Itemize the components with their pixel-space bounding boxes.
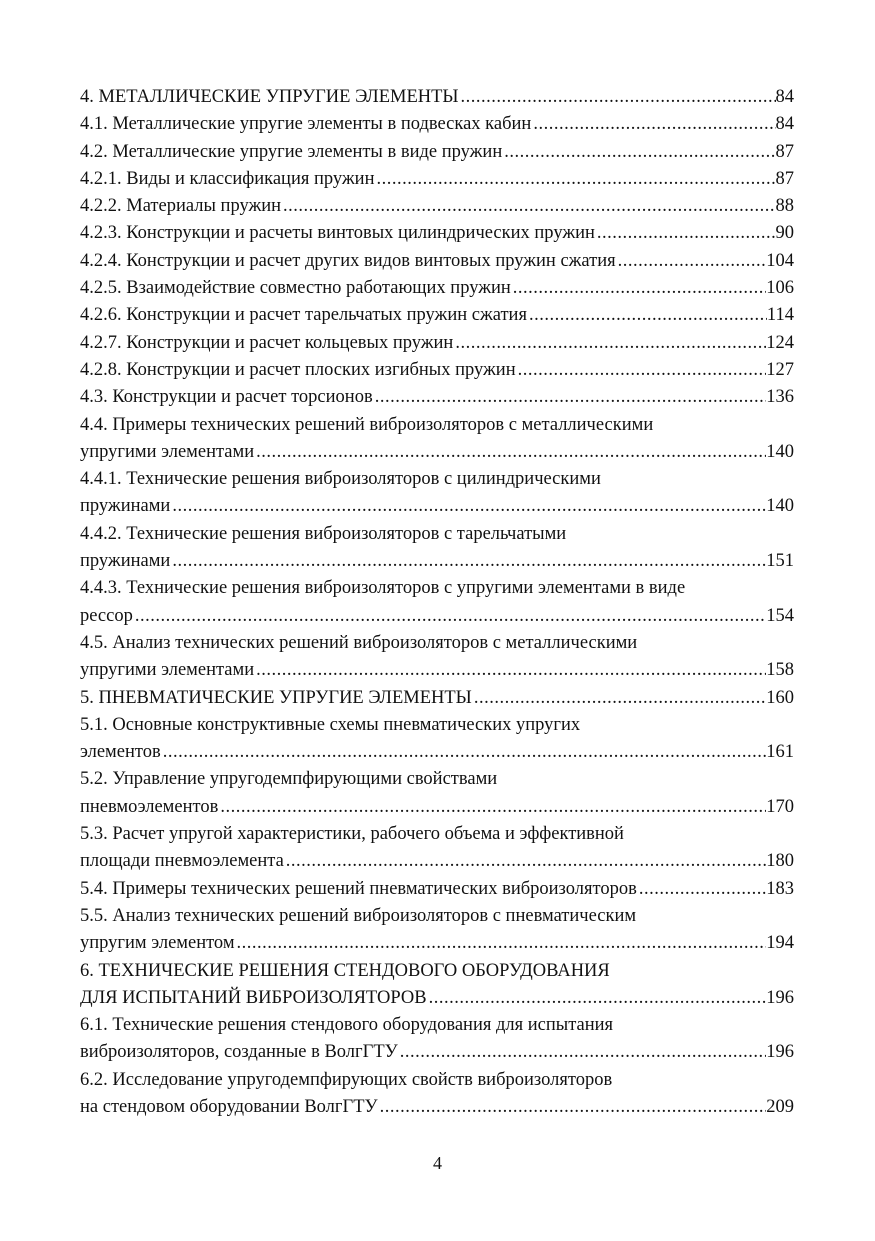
toc-entry-line — [80, 412, 794, 439]
toc-entry-title: упругими элементами — [80, 660, 255, 681]
toc-entry — [80, 111, 794, 138]
toc-entry — [80, 248, 794, 275]
toc-entry-title: 4.2.8. Конструкции и расчет плоских изгибных пружин — [80, 359, 516, 380]
toc-entry — [80, 139, 794, 166]
toc-entry-title: 4.1. Металлические упругие элементы в подвесках кабин — [80, 114, 532, 135]
dot-leader — [235, 930, 767, 957]
toc-entry — [80, 575, 794, 630]
toc-entry-line — [80, 958, 794, 985]
toc-entry-title: виброизоляторов, созданные в ВолгГТУ — [80, 1042, 398, 1063]
toc-entry-title: на стендовом оборудовании ВолгГТУ — [80, 1096, 378, 1117]
toc-entry — [80, 357, 794, 384]
toc-entry-line — [80, 1067, 794, 1094]
toc-entry-title: рессор — [80, 605, 133, 626]
toc-entry — [80, 1067, 794, 1122]
toc-entry — [80, 412, 794, 467]
toc-entry-line — [80, 166, 794, 193]
toc-page-number: 196 — [766, 987, 794, 1008]
toc-entry-line — [80, 630, 794, 657]
toc-entry-title: 5.2. Управление упругодемпфирующими свойствами — [80, 769, 498, 790]
dot-leader — [254, 657, 766, 684]
toc-entry — [80, 275, 794, 302]
dot-leader — [595, 220, 776, 247]
toc-page-number: 124 — [766, 332, 794, 353]
toc-page-number: 136 — [766, 387, 794, 408]
toc-entry-title: 4.4.2. Технические решения виброизоляторов с тарельчатыми — [80, 523, 567, 544]
toc-entry-line — [80, 985, 794, 1012]
dot-leader — [254, 439, 766, 466]
dot-leader — [472, 685, 766, 712]
toc-entry-title: площади пневмоэлемента — [80, 851, 284, 872]
toc-entry-title: 6.1. Технические решения стендового оборудования для испытания — [80, 1015, 614, 1036]
toc-entry — [80, 766, 794, 821]
toc-entry-line — [80, 139, 794, 166]
toc-page-number: 90 — [775, 223, 794, 244]
dot-leader — [161, 739, 767, 766]
toc-entry — [80, 166, 794, 193]
toc-page-number: 106 — [766, 278, 794, 299]
dot-leader — [453, 330, 766, 357]
toc-entry-line — [80, 439, 794, 466]
toc-entry-title: 4.2.7. Конструкции и расчет кольцевых пружин — [80, 332, 454, 353]
toc-entry — [80, 521, 794, 576]
toc-entry-line — [80, 521, 794, 548]
toc-entry-line — [80, 466, 794, 493]
toc-entry-title: 5. ПНЕВМАТИЧЕСКИЕ УПРУГИЕ ЭЛЕМЕНТЫ — [80, 687, 472, 708]
toc-page-number: 194 — [766, 933, 794, 954]
toc-entry-title: упругими элементами — [80, 441, 255, 462]
toc-entry-line — [80, 848, 794, 875]
toc-entry-title: 5.4. Примеры технических решений пневматических виброизоляторов — [80, 878, 637, 899]
toc-entry — [80, 685, 794, 712]
toc-entry-line — [80, 712, 794, 739]
dot-leader — [516, 357, 767, 384]
toc-entry-line — [80, 903, 794, 930]
toc-page-number: 127 — [766, 359, 794, 380]
toc-entry-line — [80, 794, 794, 821]
toc-entry-title: пружинами — [80, 551, 171, 572]
toc-entry-line — [80, 357, 794, 384]
toc-entry — [80, 220, 794, 247]
toc-entry-title: пневмоэлементов — [80, 796, 219, 817]
toc-entry — [80, 193, 794, 220]
toc-entry — [80, 712, 794, 767]
toc-entry-title: 4.2.2. Материалы пружин — [80, 196, 282, 217]
toc-entry-title: 4.2.4. Конструкции и расчет других видов винтовых пружин сжатия — [80, 250, 616, 271]
dot-leader — [531, 111, 775, 138]
dot-leader — [511, 275, 766, 302]
toc-page-number: 160 — [766, 687, 794, 708]
toc-entry-line — [80, 1012, 794, 1039]
toc-entry-title: 5.1. Основные конструктивные схемы пневматических упругих — [80, 714, 581, 735]
toc-entry-title: 4.4. Примеры технических решений виброизоляторов с металлическими — [80, 414, 654, 435]
toc-entry-title: 4.2.6. Конструкции и расчет тарельчатых пружин сжатия — [80, 305, 527, 326]
toc-page-number: 154 — [766, 605, 794, 626]
toc-page-number: 104 — [766, 250, 794, 271]
toc-page-number: 170 — [766, 796, 794, 817]
toc-entry-title: 4.2. Металлические упругие элементы в виде пружин — [80, 141, 503, 162]
toc-entry-title: 4.3. Конструкции и расчет торсионов — [80, 387, 373, 408]
toc-entry — [80, 903, 794, 958]
toc-entry-title: 4.4.3. Технические решения виброизоляторов с упругими элементами в виде — [80, 578, 686, 599]
dot-leader — [170, 493, 766, 520]
page-number: 4 — [433, 1153, 442, 1173]
toc-entry-line — [80, 575, 794, 602]
dot-leader — [284, 848, 766, 875]
toc-page-number: 87 — [775, 168, 794, 189]
toc-entry-line — [80, 193, 794, 220]
toc-entry-line — [80, 548, 794, 575]
toc-entry — [80, 330, 794, 357]
toc-entry-line — [80, 876, 794, 903]
toc-entry — [80, 1012, 794, 1067]
dot-leader — [527, 302, 767, 329]
toc-entry-line — [80, 766, 794, 793]
toc-entry-title: 4.4.1. Технические решения виброизоляторов с цилиндрическими — [80, 469, 601, 490]
toc-entry-line — [80, 302, 794, 329]
toc-entry-line — [80, 220, 794, 247]
dot-leader — [170, 548, 766, 575]
toc-entry-line — [80, 275, 794, 302]
toc-entry-line — [80, 84, 794, 111]
toc-page-number: 196 — [766, 1042, 794, 1063]
toc-entry — [80, 958, 794, 1013]
dot-leader — [373, 384, 767, 411]
toc-entry — [80, 876, 794, 903]
toc-entry-title: 4.2.1. Виды и классификация пружин — [80, 168, 375, 189]
toc-entry-line — [80, 111, 794, 138]
toc-page-number: 151 — [766, 551, 794, 572]
dot-leader — [133, 603, 766, 630]
toc-page-number: 87 — [775, 141, 794, 162]
toc-entry-line — [80, 685, 794, 712]
toc-page-number: 140 — [766, 441, 794, 462]
toc-entry-line — [80, 384, 794, 411]
toc-entry-line — [80, 1094, 794, 1121]
toc-entry — [80, 384, 794, 411]
toc-entry-title: 5.5. Анализ технических решений виброизоляторов с пневматическим — [80, 905, 637, 926]
toc-entry-title: элементов — [80, 742, 161, 763]
toc-entry-title: 4.2.3. Конструкции и расчеты винтовых цилиндрических пружин — [80, 223, 595, 244]
toc-entry-line — [80, 248, 794, 275]
table-of-contents — [80, 84, 794, 1121]
toc-entry-line — [80, 1039, 794, 1066]
dot-leader — [427, 985, 767, 1012]
toc-entry — [80, 302, 794, 329]
toc-entry — [80, 630, 794, 685]
dot-leader — [218, 794, 766, 821]
toc-page-number: 84 — [775, 87, 794, 107]
toc-entry-title: 6. ТЕХНИЧЕСКИЕ РЕШЕНИЯ СТЕНДОВОГО ОБОРУДОВАНИЯ — [80, 960, 610, 981]
toc-entry-line — [80, 739, 794, 766]
dot-leader — [616, 248, 767, 275]
dot-leader — [502, 139, 775, 166]
toc-entry-line — [80, 930, 794, 957]
toc-page-number: 183 — [766, 878, 794, 899]
toc-entry — [80, 466, 794, 521]
dot-leader — [637, 876, 766, 903]
toc-entry-title: 4.5. Анализ технических решений виброизоляторов с металлическими — [80, 632, 638, 653]
toc-page-number: 114 — [766, 305, 794, 326]
toc-entry-title: ДЛЯ ИСПЫТАНИЙ ВИБРОИЗОЛЯТОРОВ — [80, 987, 427, 1008]
toc-entry-title: 5.3. Расчет упругой характеристики, рабочего объема и эффективной — [80, 824, 624, 845]
toc-entry-line — [80, 821, 794, 848]
toc-page-number: 88 — [775, 196, 794, 217]
toc-page-number: 180 — [766, 851, 794, 872]
toc-entry-line — [80, 657, 794, 684]
dot-leader — [398, 1039, 767, 1066]
toc-entry-title: 6.2. Исследование упругодемпфирующих свойств виброизоляторов — [80, 1069, 613, 1090]
toc-page-number: 158 — [766, 660, 794, 681]
dot-leader — [374, 166, 775, 193]
toc-entry — [80, 821, 794, 876]
toc-entry — [80, 84, 794, 111]
toc-page-number: 140 — [766, 496, 794, 517]
toc-entry-line — [80, 493, 794, 520]
toc-entry-title: пружинами — [80, 496, 171, 517]
toc-page-number: 161 — [766, 742, 794, 763]
toc-entry-title: 4.2.5. Взаимодействие совместно работающих пружин — [80, 278, 511, 299]
toc-entry-line — [80, 330, 794, 357]
dot-leader — [459, 84, 776, 111]
toc-entry-line — [80, 603, 794, 630]
toc-page-number: 84 — [775, 114, 794, 135]
dot-leader — [378, 1094, 767, 1121]
dot-leader — [281, 193, 775, 220]
toc-page-number: 209 — [766, 1096, 794, 1117]
toc-entry-title: 4. МЕТАЛЛИЧЕСКИЕ УПРУГИЕ ЭЛЕМЕНТЫ — [80, 87, 459, 107]
toc-entry-title: упругим элементом — [80, 933, 235, 954]
